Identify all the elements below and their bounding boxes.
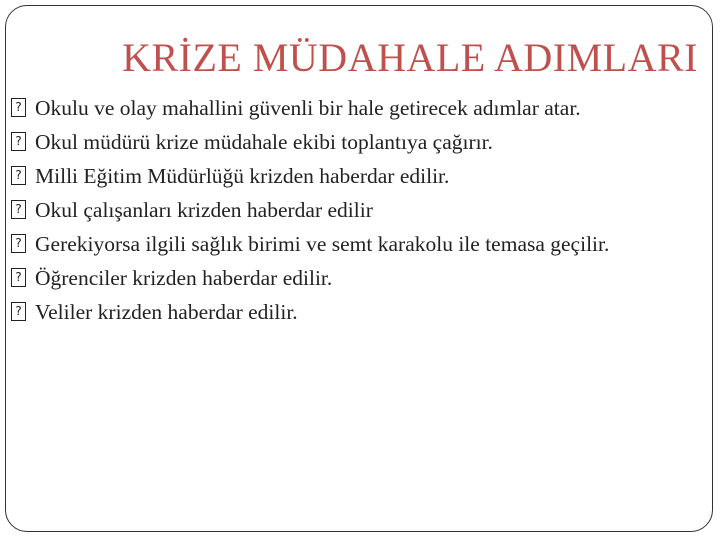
slide-frame bbox=[5, 5, 713, 532]
bullet-item bbox=[9, 94, 699, 122]
bullet-item bbox=[9, 162, 699, 190]
bullet-item bbox=[9, 230, 699, 258]
bullet-item bbox=[9, 196, 699, 224]
bullet-item bbox=[9, 264, 699, 292]
bullet-text: Veliler krizden haberdar edilir. bbox=[35, 300, 298, 324]
missing-glyph-box-icon bbox=[11, 268, 26, 287]
bullet-text: Okul müdürü krize müdahale ekibi toplantıya çağırır. bbox=[35, 130, 493, 154]
missing-glyph-box-icon bbox=[11, 166, 26, 185]
missing-glyph-box-icon bbox=[11, 132, 26, 151]
bullet-text: Okulu ve olay mahallini güvenli bir hale getirecek adımlar atar. bbox=[35, 96, 581, 120]
missing-glyph-box-icon bbox=[11, 200, 26, 219]
bullet-text: Gerekiyorsa ilgili sağlık birimi ve semt karakolu ile temasa geçilir. bbox=[35, 232, 610, 256]
bullet-list bbox=[9, 94, 699, 332]
slide-title: KRİZE MÜDAHALE ADIMLARI bbox=[122, 35, 698, 80]
bullet-item bbox=[9, 128, 699, 156]
missing-glyph-box-icon bbox=[11, 98, 26, 117]
bullet-item bbox=[9, 298, 699, 326]
missing-glyph-box-icon bbox=[11, 302, 26, 321]
bullet-text: Milli Eğitim Müdürlüğü krizden haberdar edilir. bbox=[35, 164, 450, 188]
missing-glyph-box-icon bbox=[11, 234, 26, 253]
bullet-text: Okul çalışanları krizden haberdar edilir bbox=[35, 198, 373, 222]
bullet-text: Öğrenciler krizden haberdar edilir. bbox=[35, 266, 333, 290]
